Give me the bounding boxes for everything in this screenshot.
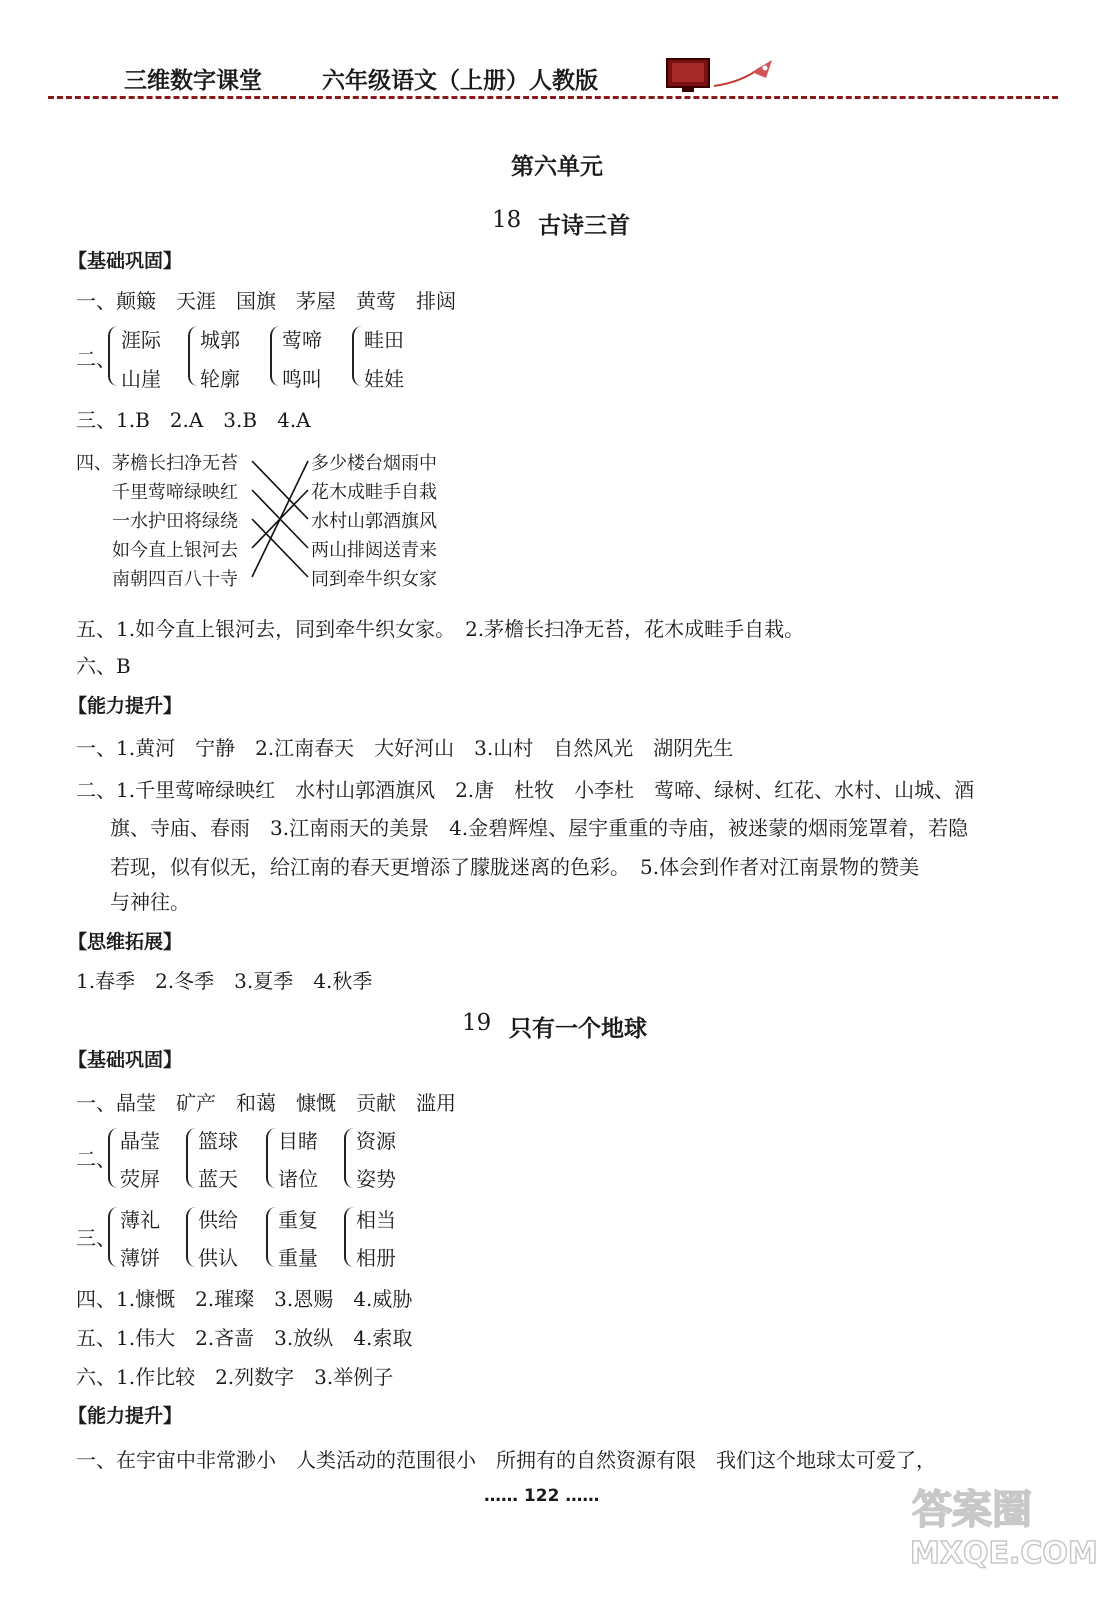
match-left-item: 千里莺啼绿映红 [112,482,238,503]
brace-icon [108,1128,118,1188]
word-pair-top: 薄礼 [120,1208,160,1232]
lesson-title: 古诗三首 [538,212,630,239]
match-right-item: 多少楼台烟雨中 [311,453,437,474]
answer-prefix: 二、 [76,1147,116,1171]
word-pair-top: 重复 [278,1208,318,1232]
answer-line: 四、1.慷慨 2.璀璨 3.恩赐 4.威胁 [76,1287,413,1311]
brace-icon [270,326,280,386]
match-left-item: 南朝四百八十寺 [112,569,238,590]
section-heading: 【基础巩固】 [68,250,183,272]
unit-title: 第六单元 [511,153,603,180]
word-pair-bottom: 蓝天 [198,1167,238,1191]
word-pair-top: 涯际 [121,328,161,352]
section-heading: 【基础巩固】 [68,1049,183,1071]
answer-line: 三、1.B 2.A 3.B 4.A [76,408,311,432]
answer-line: 六、1.作比较 2.列数字 3.举例子 [76,1365,394,1389]
brace-icon [344,1207,354,1267]
answer-prefix: 二、 [76,347,116,371]
header-book-title: 六年级语文（上册）人教版 [322,68,598,94]
word-pair-bottom: 相册 [356,1246,396,1270]
word-pair-bottom: 鸣叫 [282,367,322,391]
word-pair-top: 资源 [356,1129,396,1153]
brace-icon [108,326,118,386]
answer-prefix: 三、 [76,1226,116,1250]
word-pair-top: 莺啼 [282,328,322,352]
match-left-item: 一水护田将绿绕 [112,511,238,532]
answer-line: 五、1.如今直上银河去，同到牵牛织女家。 2.茅檐长扫净无苔，花木成畦手自栽。 [76,617,805,641]
answer-line: 1.春季 2.冬季 3.夏季 4.秋季 [76,969,373,993]
answer-line: 若现，似有似无，给江南的春天更增添了朦胧迷离的色彩。 5.体会到作者对江南景物的赞美 [110,855,920,879]
answer-line: 一、在宇宙中非常渺小 人类活动的范围很小 所拥有的自然资源有限 我们这个地球太可爱了， [76,1448,936,1472]
section-heading: 【思维拓展】 [68,931,183,953]
brace-icon [186,1128,196,1188]
answer-line: 一、1.黄河 宁静 2.江南春天 大好河山 3.山村 自然风光 湖阴先生 [76,736,734,760]
word-pair-bottom: 诸位 [278,1167,318,1191]
word-pair-bottom: 山崖 [121,367,161,391]
word-pair-top: 供给 [198,1208,238,1232]
section-heading: 【能力提升】 [68,695,183,717]
answer-line: 一、颠簸 天涯 国旗 茅屋 黄莺 排闼 [76,289,456,313]
word-pair-bottom: 姿势 [356,1167,396,1191]
header-book-series: 三维数字课堂 [124,68,262,94]
match-left-item: 茅檐长扫净无苔 [112,453,238,474]
brace-icon [108,1207,118,1267]
word-pair-top: 城郭 [200,328,240,352]
brace-icon [344,1128,354,1188]
watermark-logo: 答案圈 [912,1487,1032,1533]
brace-icon [266,1128,276,1188]
lesson-number: 19 [462,1010,492,1036]
answer-prefix: 四、 [76,453,112,474]
word-pair-top: 畦田 [364,328,404,352]
lesson-number: 18 [492,207,522,233]
match-right-item: 水村山郭酒旗风 [311,511,437,532]
word-pair-top: 相当 [356,1208,396,1232]
header-divider [48,96,1058,99]
word-pair-bottom: 供认 [198,1246,238,1270]
computer-icon [666,58,710,94]
word-pair-bottom: 薄饼 [120,1246,160,1270]
answer-line: 六、B [76,654,131,678]
brace-icon [352,326,362,386]
match-right-item: 同到牵牛织女家 [311,569,437,590]
word-pair-top: 目睹 [278,1129,318,1153]
match-right-item: 两山排闼送青来 [311,540,437,561]
answer-line: 一、晶莹 矿产 和蔼 慷慨 贡献 滥用 [76,1091,456,1115]
answer-line: 旗、寺庙、春雨 3.江南雨天的美景 4.金碧辉煌、屋宇重重的寺庙，被迷蒙的烟雨笼罩着，若隐 [110,816,969,840]
answer-line: 五、1.伟大 2.吝啬 3.放纵 4.索取 [76,1326,413,1350]
word-pair-bottom: 娃娃 [364,367,404,391]
answer-line: 二、1.千里莺啼绿映红 水村山郭酒旗风 2.唐 杜牧 小李杜 莺啼、绿树、红花、水村、山城、酒 [76,778,975,802]
word-pair-bottom: 荧屏 [120,1167,160,1191]
lesson-title: 只有一个地球 [509,1015,647,1042]
word-pair-bottom: 重量 [278,1246,318,1270]
answer-line: 与神往。 [110,890,190,914]
brace-icon [186,1207,196,1267]
word-pair-bottom: 轮廓 [200,367,240,391]
watermark-url: MXQE.COM [910,1536,1098,1571]
word-pair-top: 晶莹 [120,1129,160,1153]
page-number: …… 122 …… [484,1486,600,1506]
rocket-icon [712,56,778,90]
match-left-item: 如今直上银河去 [112,540,238,561]
section-heading: 【能力提升】 [68,1405,183,1427]
match-right-item: 花木成畦手自栽 [311,482,437,503]
brace-icon [266,1207,276,1267]
matching-lines [240,440,320,590]
word-pair-top: 篮球 [198,1129,238,1153]
brace-icon [188,326,198,386]
